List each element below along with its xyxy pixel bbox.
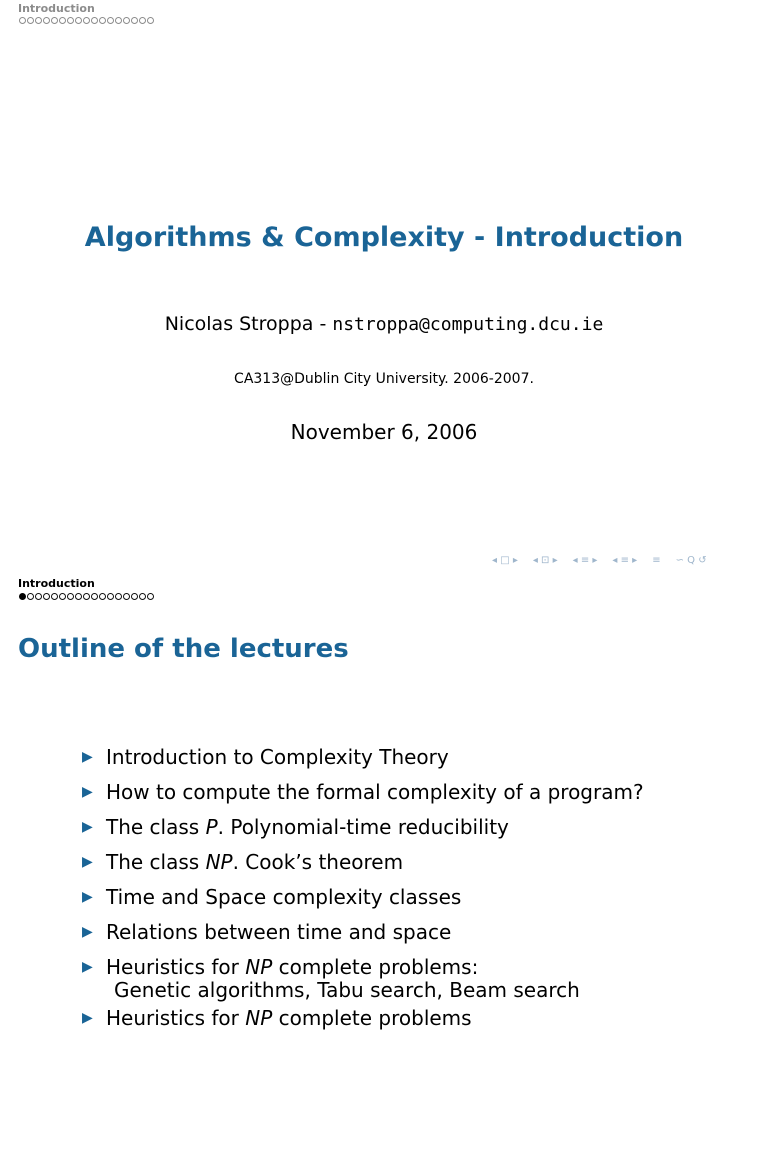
progress-dot-current[interactable] bbox=[19, 593, 26, 600]
outline-slide bbox=[0, 576, 768, 1152]
triangle-bullet-icon: ▶ bbox=[82, 854, 93, 870]
progress-dot[interactable] bbox=[43, 593, 50, 600]
progress-dot[interactable] bbox=[83, 593, 90, 600]
progress-dot[interactable] bbox=[35, 593, 42, 600]
section-label: Introduction bbox=[18, 577, 95, 590]
progress-dot[interactable] bbox=[51, 17, 58, 24]
progress-dot[interactable] bbox=[51, 593, 58, 600]
progress-dot[interactable] bbox=[91, 593, 98, 600]
nav-document-icon[interactable]: ◂ ≡ ▸ bbox=[612, 555, 638, 566]
section-label: Introduction bbox=[18, 2, 95, 15]
progress-dot[interactable] bbox=[91, 17, 98, 24]
progress-dot[interactable] bbox=[83, 17, 90, 24]
author-email: nstroppa@computing.dcu.ie bbox=[332, 314, 604, 335]
nav-frame-icon[interactable]: ◂ □ ▸ bbox=[492, 555, 518, 566]
author-name: Nicolas Stroppa - bbox=[164, 313, 333, 335]
progress-dot[interactable] bbox=[107, 17, 114, 24]
progress-dot[interactable] bbox=[35, 17, 42, 24]
progress-dot[interactable] bbox=[147, 17, 154, 24]
progress-dot[interactable] bbox=[107, 593, 114, 600]
triangle-bullet-icon: ▶ bbox=[82, 959, 93, 975]
presentation-date: November 6, 2006 bbox=[290, 420, 478, 444]
progress-dot[interactable] bbox=[123, 17, 130, 24]
progress-dot[interactable] bbox=[131, 17, 138, 24]
beamer-navigation bbox=[492, 555, 707, 566]
triangle-bullet-icon: ▶ bbox=[82, 1010, 93, 1026]
frame-title: Outline of the lectures bbox=[18, 634, 349, 664]
list-item: ▶ Heuristics for NP complete problems: Genetic algorithms, Tabu search, Beam search bbox=[82, 950, 644, 1001]
progress-dot[interactable] bbox=[99, 593, 106, 600]
list-item: ▶ The class NP. Cook’s theorem bbox=[82, 845, 644, 880]
progress-dots bbox=[19, 17, 154, 24]
list-item: ▶ How to compute the formal complexity of a program? bbox=[82, 775, 644, 810]
progress-dot[interactable] bbox=[147, 593, 154, 600]
nav-section-icon[interactable]: ◂ ≡ ▸ bbox=[572, 555, 598, 566]
triangle-bullet-icon: ▶ bbox=[82, 749, 93, 765]
list-item: ▶ The class P. Polynomial-time reducibility bbox=[82, 810, 644, 845]
nav-subsection-icon[interactable]: ◂ ⊡ ▸ bbox=[532, 555, 558, 566]
progress-dot[interactable] bbox=[27, 593, 34, 600]
institute: CA313@Dublin City University. 2006-2007. bbox=[234, 371, 534, 387]
progress-dot[interactable] bbox=[115, 17, 122, 24]
progress-dot[interactable] bbox=[131, 593, 138, 600]
progress-dot[interactable] bbox=[75, 17, 82, 24]
outline-list bbox=[82, 740, 644, 1036]
list-item: ▶ Introduction to Complexity Theory bbox=[82, 740, 644, 775]
progress-dot[interactable] bbox=[139, 593, 146, 600]
list-item: ▶ Time and Space complexity classes bbox=[82, 880, 644, 915]
progress-dot[interactable] bbox=[67, 17, 74, 24]
triangle-bullet-icon: ▶ bbox=[82, 924, 93, 940]
progress-dot[interactable] bbox=[59, 17, 66, 24]
progress-dot[interactable] bbox=[115, 593, 122, 600]
progress-dot[interactable] bbox=[139, 17, 146, 24]
author-line bbox=[0, 313, 768, 335]
progress-dot[interactable] bbox=[59, 593, 66, 600]
nav-toc-icon[interactable]: ≡ bbox=[652, 555, 661, 566]
progress-dot[interactable] bbox=[99, 17, 106, 24]
progress-dot[interactable] bbox=[19, 17, 26, 24]
progress-dots bbox=[19, 593, 154, 600]
progress-dot[interactable] bbox=[67, 593, 74, 600]
progress-dot[interactable] bbox=[27, 17, 34, 24]
progress-dot[interactable] bbox=[43, 17, 50, 24]
triangle-bullet-icon: ▶ bbox=[82, 784, 93, 800]
triangle-bullet-icon: ▶ bbox=[82, 889, 93, 905]
nav-search-icon[interactable]: ∽ Q ↺ bbox=[675, 555, 707, 566]
progress-dot[interactable] bbox=[123, 593, 130, 600]
presentation-title: Algorithms & Complexity - Introduction bbox=[84, 222, 684, 253]
triangle-bullet-icon: ▶ bbox=[82, 819, 93, 835]
progress-dot[interactable] bbox=[75, 593, 82, 600]
list-item: ▶ Relations between time and space bbox=[82, 915, 644, 950]
list-item: ▶ Heuristics for NP complete problems bbox=[82, 1001, 644, 1036]
